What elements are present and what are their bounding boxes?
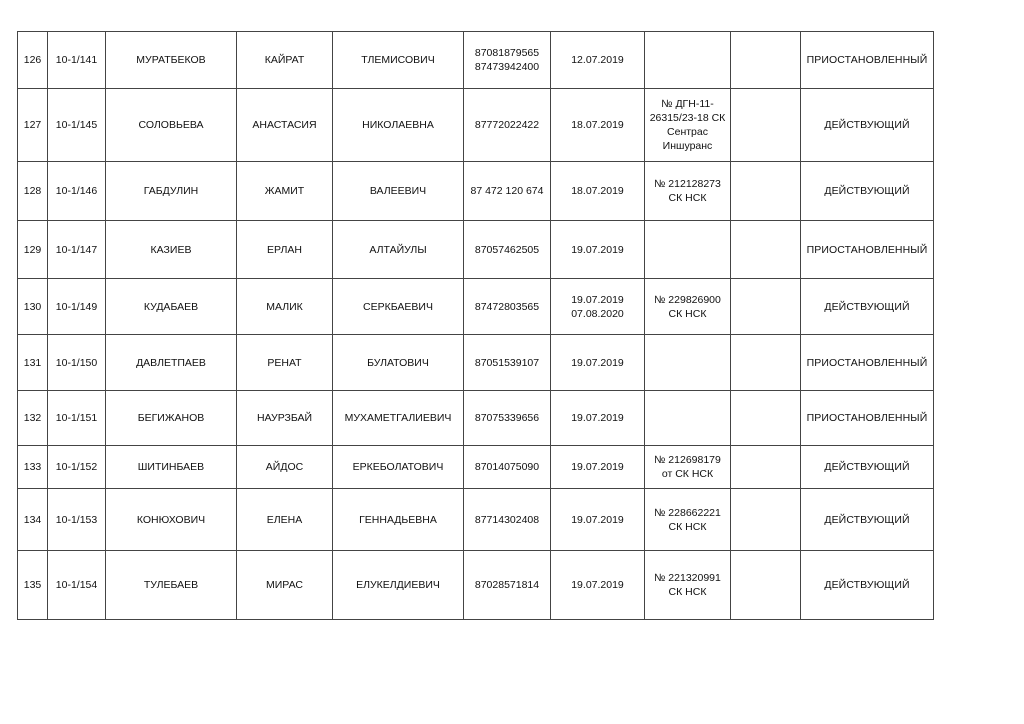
- row-number-cell: 134: [18, 489, 48, 551]
- extra-cell: [731, 446, 801, 489]
- surname-cell: ШИТИНБАЕВ: [106, 446, 237, 489]
- extra-cell: [731, 551, 801, 620]
- surname-cell: КОНЮХОВИЧ: [106, 489, 237, 551]
- date-line: 19.07.2019: [571, 243, 624, 256]
- status-cell: ПРИОСТАНОВЛЕННЫЙ: [801, 221, 934, 279]
- date-cell: [551, 89, 645, 162]
- status-cell: ПРИОСТАНОВЛЕННЫЙ: [801, 391, 934, 446]
- registration-number-cell: 10-1/149: [48, 279, 106, 335]
- date-cell: [551, 391, 645, 446]
- phone-line: 87472803565: [474, 300, 540, 313]
- date-line: 19.07.2019: [571, 579, 624, 591]
- registration-number-cell: 10-1/141: [48, 32, 106, 89]
- table-row: [18, 32, 934, 89]
- first-name-cell: ЖАМИТ: [237, 162, 333, 221]
- insurance-cell: [645, 32, 731, 89]
- phone-cell: [464, 335, 551, 391]
- patronymic-cell: СЕРКБАЕВИЧ: [333, 279, 464, 335]
- date-cell: [551, 551, 645, 620]
- date-line: 18.07.2019: [571, 119, 624, 131]
- registry-sheet: [17, 31, 934, 620]
- insurance-cell: [645, 335, 731, 391]
- status-cell: ПРИОСТАНОВЛЕННЫЙ: [801, 335, 934, 391]
- phone-line: 87057462505: [474, 243, 540, 256]
- date-line: 19.07.2019: [571, 412, 624, 424]
- patronymic-cell: НИКОЛАЕВНА: [333, 89, 464, 162]
- table-row: [18, 221, 934, 279]
- insurance-line: № ДГН-11-: [661, 98, 714, 110]
- phone-line: 87081879565: [474, 47, 540, 59]
- row-number-cell: 129: [18, 221, 48, 279]
- surname-cell: КАЗИЕВ: [106, 221, 237, 279]
- insurance-line: СК НСК: [668, 307, 707, 320]
- first-name-cell: МИРАС: [237, 551, 333, 620]
- insurance-cell: [645, 446, 731, 489]
- phone-cell: [464, 391, 551, 446]
- status-cell: ДЕЙСТВУЮЩИЙ: [801, 446, 934, 489]
- phone-cell: [464, 221, 551, 279]
- date-cell: [551, 32, 645, 89]
- status-cell: ДЕЙСТВУЮЩИЙ: [801, 162, 934, 221]
- row-number-cell: 128: [18, 162, 48, 221]
- patronymic-cell: ВАЛЕЕВИЧ: [333, 162, 464, 221]
- registration-number-cell: 10-1/153: [48, 489, 106, 551]
- status-cell: ДЕЙСТВУЮЩИЙ: [801, 279, 934, 335]
- table-row: [18, 162, 934, 221]
- surname-cell: КУДАБАЕВ: [106, 279, 237, 335]
- date-line: 18.07.2019: [571, 185, 624, 197]
- registration-number-cell: 10-1/152: [48, 446, 106, 489]
- extra-cell: [731, 221, 801, 279]
- extra-cell: [731, 162, 801, 221]
- phone-cell: [464, 32, 551, 89]
- patronymic-cell: ЕЛУКЕЛДИЕВИЧ: [333, 551, 464, 620]
- phone-line: 87772022422: [474, 119, 540, 131]
- extra-cell: [731, 89, 801, 162]
- extra-cell: [731, 32, 801, 89]
- extra-cell: [731, 489, 801, 551]
- registry-rows: [18, 32, 934, 620]
- registration-number-cell: 10-1/151: [48, 391, 106, 446]
- date-cell: [551, 279, 645, 335]
- phone-line: 87075339656: [474, 412, 540, 424]
- phone-cell: [464, 489, 551, 551]
- status-cell: ДЕЙСТВУЮЩИЙ: [801, 489, 934, 551]
- insurance-cell: [645, 162, 731, 221]
- date-line: 07.08.2020: [571, 307, 624, 320]
- date-line: 19.07.2019: [571, 293, 624, 306]
- first-name-cell: НАУРЗБАЙ: [237, 391, 333, 446]
- insurance-line: № 229826900: [654, 293, 721, 306]
- table-row: [18, 391, 934, 446]
- row-number-cell: 127: [18, 89, 48, 162]
- phone-cell: [464, 279, 551, 335]
- date-cell: [551, 489, 645, 551]
- date-cell: [551, 162, 645, 221]
- surname-cell: ДАВЛЕТПАЕВ: [106, 335, 237, 391]
- registration-number-cell: 10-1/147: [48, 221, 106, 279]
- status-cell: ДЕЙСТВУЮЩИЙ: [801, 551, 934, 620]
- date-cell: [551, 446, 645, 489]
- table-row: [18, 551, 934, 620]
- phone-cell: [464, 551, 551, 620]
- insurance-line: Иншуранс: [662, 140, 713, 152]
- insurance-line: № 221320991: [654, 572, 721, 584]
- table-row: [18, 489, 934, 551]
- insurance-line: СК НСК: [668, 520, 707, 533]
- surname-cell: ТУЛЕБАЕВ: [106, 551, 237, 620]
- phone-cell: [464, 89, 551, 162]
- first-name-cell: МАЛИК: [237, 279, 333, 335]
- row-number-cell: 130: [18, 279, 48, 335]
- insurance-cell: [645, 489, 731, 551]
- insurance-line: № 212128273: [654, 178, 721, 190]
- phone-cell: [464, 162, 551, 221]
- registration-number-cell: 10-1/145: [48, 89, 106, 162]
- row-number-cell: 131: [18, 335, 48, 391]
- insurance-cell: [645, 391, 731, 446]
- first-name-cell: КАЙРАТ: [237, 32, 333, 89]
- phone-line: 87051539107: [474, 356, 540, 369]
- insurance-line: СК НСК: [668, 192, 707, 204]
- patronymic-cell: МУХАМЕТГАЛИЕВИЧ: [333, 391, 464, 446]
- row-number-cell: 133: [18, 446, 48, 489]
- registration-number-cell: 10-1/150: [48, 335, 106, 391]
- row-number-cell: 126: [18, 32, 48, 89]
- surname-cell: МУРАТБЕКОВ: [106, 32, 237, 89]
- row-number-cell: 135: [18, 551, 48, 620]
- first-name-cell: РЕНАТ: [237, 335, 333, 391]
- extra-cell: [731, 335, 801, 391]
- surname-cell: ГАБДУЛИН: [106, 162, 237, 221]
- phone-cell: [464, 446, 551, 489]
- phone-line: 87028571814: [474, 579, 540, 591]
- registration-number-cell: 10-1/146: [48, 162, 106, 221]
- patronymic-cell: БУЛАТОВИЧ: [333, 335, 464, 391]
- row-number-cell: 132: [18, 391, 48, 446]
- surname-cell: БЕГИЖАНОВ: [106, 391, 237, 446]
- extra-cell: [731, 391, 801, 446]
- status-cell: ПРИОСТАНОВЛЕННЫЙ: [801, 32, 934, 89]
- insurance-cell: [645, 89, 731, 162]
- first-name-cell: ЕЛЕНА: [237, 489, 333, 551]
- date-line: 19.07.2019: [571, 356, 624, 369]
- registration-number-cell: 10-1/154: [48, 551, 106, 620]
- insurance-line: от СК НСК: [661, 468, 714, 480]
- phone-line: 87714302408: [474, 513, 540, 526]
- first-name-cell: АЙДОС: [237, 446, 333, 489]
- phone-line: 87473942400: [474, 61, 540, 73]
- surname-cell: СОЛОВЬЕВА: [106, 89, 237, 162]
- insurance-line: № 212698179: [654, 454, 721, 466]
- registry-table: [17, 31, 934, 620]
- phone-line: 87 472 120 674: [470, 185, 544, 197]
- date-cell: [551, 221, 645, 279]
- date-line: 12.07.2019: [571, 54, 624, 66]
- date-line: 19.07.2019: [571, 513, 624, 526]
- table-row: [18, 335, 934, 391]
- insurance-cell: [645, 221, 731, 279]
- date-cell: [551, 335, 645, 391]
- table-row: [18, 279, 934, 335]
- extra-cell: [731, 279, 801, 335]
- patronymic-cell: АЛТАЙУЛЫ: [333, 221, 464, 279]
- date-line: 19.07.2019: [571, 461, 624, 473]
- first-name-cell: ЕРЛАН: [237, 221, 333, 279]
- insurance-line: Сентрас: [667, 126, 708, 138]
- patronymic-cell: ГЕННАДЬЕВНА: [333, 489, 464, 551]
- insurance-line: 26315/23-18 СК: [649, 112, 726, 124]
- insurance-cell: [645, 279, 731, 335]
- phone-line: 87014075090: [474, 461, 540, 473]
- insurance-line: СК НСК: [668, 586, 707, 598]
- insurance-cell: [645, 551, 731, 620]
- patronymic-cell: ЕРКЕБОЛАТОВИЧ: [333, 446, 464, 489]
- status-cell: ДЕЙСТВУЮЩИЙ: [801, 89, 934, 162]
- first-name-cell: АНАСТАСИЯ: [237, 89, 333, 162]
- insurance-line: № 228662221: [654, 506, 721, 519]
- table-row: [18, 89, 934, 162]
- table-row: [18, 446, 934, 489]
- patronymic-cell: ТЛЕМИСОВИЧ: [333, 32, 464, 89]
